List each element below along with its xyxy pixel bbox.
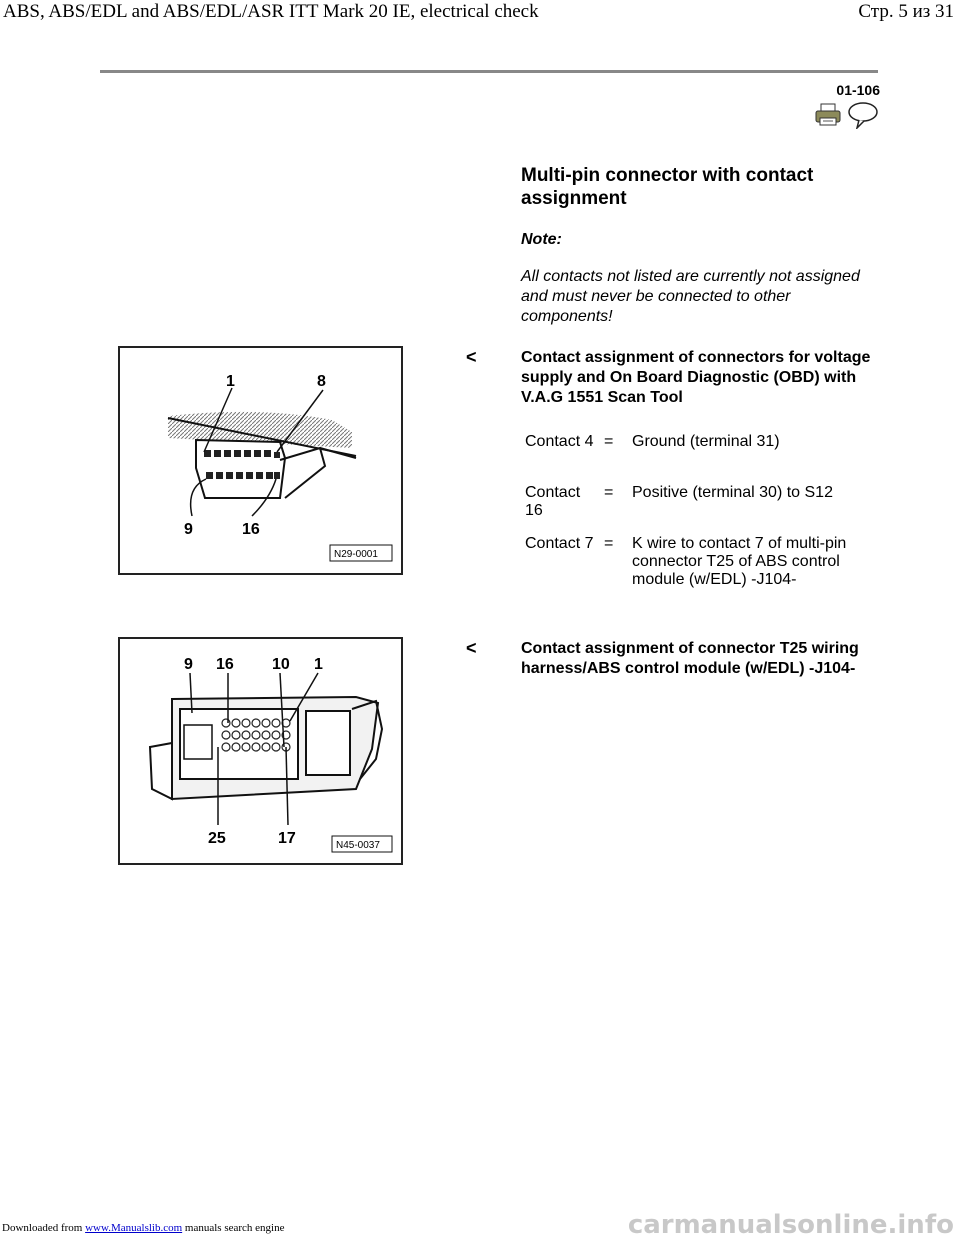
fig1-code: N29-0001	[334, 549, 378, 560]
fig2-label-10: 10	[272, 656, 290, 673]
t25-connector-figure	[118, 637, 403, 865]
section2-heading: Contact assignment of connector T25 wiring harness/ABS control module (w/EDL) -J104-	[521, 640, 859, 677]
obd-connector-figure	[118, 346, 403, 575]
fig2-label-16: 16	[216, 656, 234, 673]
fig2-label-1: 1	[314, 656, 323, 673]
equals-sign: =	[604, 535, 614, 552]
contact-description: K wire to contact 7 of multi-pin connector T25 of ABS control module (w/EDL) -J104-	[632, 535, 847, 588]
fig1-label-1: 1	[226, 373, 235, 390]
fig1-label-16: 16	[242, 521, 260, 538]
note-label: Note:	[521, 231, 562, 248]
footer-suffix: manuals search engine	[182, 1222, 285, 1234]
manualslib-link[interactable]: www.Manualslib.com	[85, 1222, 183, 1234]
contact-description: Positive (terminal 30) to S12	[632, 484, 833, 501]
fig2-label-17: 17	[278, 830, 296, 847]
contact-label: Contact 16	[525, 484, 581, 519]
section-title: Multi-pin connector with contact assignment	[521, 165, 814, 209]
fig1-label-9: 9	[184, 521, 193, 538]
header-rule	[100, 70, 878, 73]
note-text: All contacts not listed are currently not assigned and must never be connected to other components!	[521, 268, 860, 325]
fig1-label-8: 8	[317, 373, 326, 390]
footer	[2, 1222, 284, 1234]
speech-bubble-icon[interactable]	[847, 101, 879, 134]
printer-icon[interactable]	[815, 103, 841, 132]
arrow-left-icon: <	[466, 347, 477, 367]
document-title: ABS, ABS/EDL and ABS/EDL/ASR ITT Mark 20 IE, electrical check	[3, 1, 539, 22]
fig2-label-25: 25	[208, 830, 226, 847]
arrow-left-icon: <	[466, 638, 477, 658]
contact-label: Contact 7	[525, 535, 594, 552]
footer-prefix: Downloaded from	[2, 1222, 86, 1234]
equals-sign: =	[604, 433, 614, 450]
equals-sign: =	[604, 484, 614, 501]
contact-label: Contact 4	[525, 433, 594, 450]
fig2-code: N45-0037	[336, 840, 380, 851]
fig2-label-9: 9	[184, 656, 193, 673]
section1-heading: Contact assignment of connectors for voltage supply and On Board Diagnostic (OBD) with V.A.G 1551 Scan Tool	[521, 349, 871, 406]
watermark: carmanualsonline.info	[627, 1210, 954, 1240]
contact-description: Ground (terminal 31)	[632, 433, 780, 450]
page-code: 01-106	[836, 82, 880, 98]
page-indicator: Стр. 5 из 31	[858, 1, 954, 22]
